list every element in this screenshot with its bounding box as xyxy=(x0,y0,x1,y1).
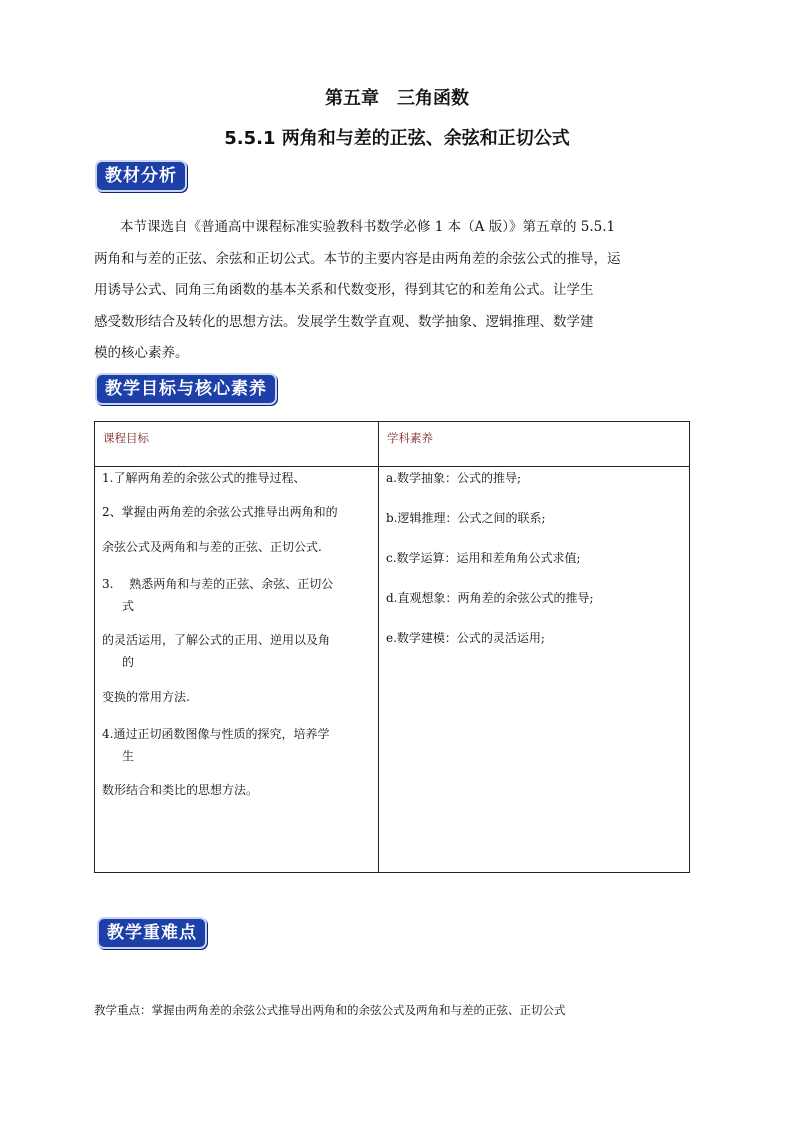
literacy-line: e.数学建模：公式的灵活运用; xyxy=(386,631,545,645)
literacy-line: b.逻辑推理：公式之间的联系; xyxy=(386,511,546,525)
goal-line: 变换的常用方法. xyxy=(102,690,190,704)
analysis-line: 感受数形结合及转化的思想方法。发展学生数学直观、数学抽象、逻辑推理、数学建 xyxy=(94,313,594,330)
key-point-text: 教学重点：掌握由两角差的余弦公式推导出两角和的余弦公式及两角和与差的正弦、正切公式 xyxy=(94,1003,566,1017)
badge-analysis: 教材分析 xyxy=(95,160,187,192)
analysis-paragraph xyxy=(94,212,704,370)
goal-line: 生 xyxy=(122,749,135,763)
analysis-line: 模的核心素养。 xyxy=(94,345,189,361)
analysis-line: 用诱导公式、同角三角函数的基本关系和代数变形，得到其它的和差角公式。让学生 xyxy=(94,282,594,298)
literacy-line: a.数学抽象：公式的推导; xyxy=(386,471,522,485)
chapter-title: 第五章 三角函数 xyxy=(325,88,469,109)
goal-line: 余弦公式及两角和与差的正弦、正切公式. xyxy=(102,540,322,554)
literacy-line: d.直观想象：两角差的余弦公式的推导; xyxy=(386,591,594,605)
subject-literacy-cell xyxy=(379,467,690,873)
analysis-line: 本节课选自《普通高中课程标准实验教科书数学必修 1 本（A 版）》第五章的 5.5.1 xyxy=(120,219,616,235)
goal-line: 4.通过正切函数图像与性质的探究，培养学 xyxy=(102,727,330,741)
course-goals-cell xyxy=(95,467,379,873)
goal-line: 的 xyxy=(122,655,135,669)
goal-line: 式 xyxy=(122,599,135,613)
badge-goals: 教学目标与核心素养 xyxy=(95,373,277,405)
literacy-line: c.数学运算：运用和差角角公式求值; xyxy=(386,551,581,565)
goal-line: 的灵活运用，了解公式的正用、逆用以及角 xyxy=(102,633,331,647)
badge-key-points: 教学重难点 xyxy=(97,917,207,949)
header-course-goals: 课程目标 xyxy=(95,422,379,467)
goals-table xyxy=(94,421,690,873)
goal-line: 2、掌握由两角差的余弦公式推导出两角和的 xyxy=(102,505,338,519)
goal-line: 数形结合和类比的思想方法。 xyxy=(102,783,259,797)
analysis-line: 两角和与差的正弦、余弦和正切公式。本节的主要内容是由两角差的余弦公式的推导，运 xyxy=(94,250,621,267)
goal-line: 3. 熟悉两角和与差的正弦、余弦、正切公 xyxy=(102,577,334,591)
section-title: 5.5.1 两角和与差的正弦、余弦和正切公式 xyxy=(224,128,570,149)
goal-line: 1.了解两角差的余弦公式的推导过程、 xyxy=(102,471,306,485)
header-subject-literacy: 学科素养 xyxy=(379,422,690,467)
